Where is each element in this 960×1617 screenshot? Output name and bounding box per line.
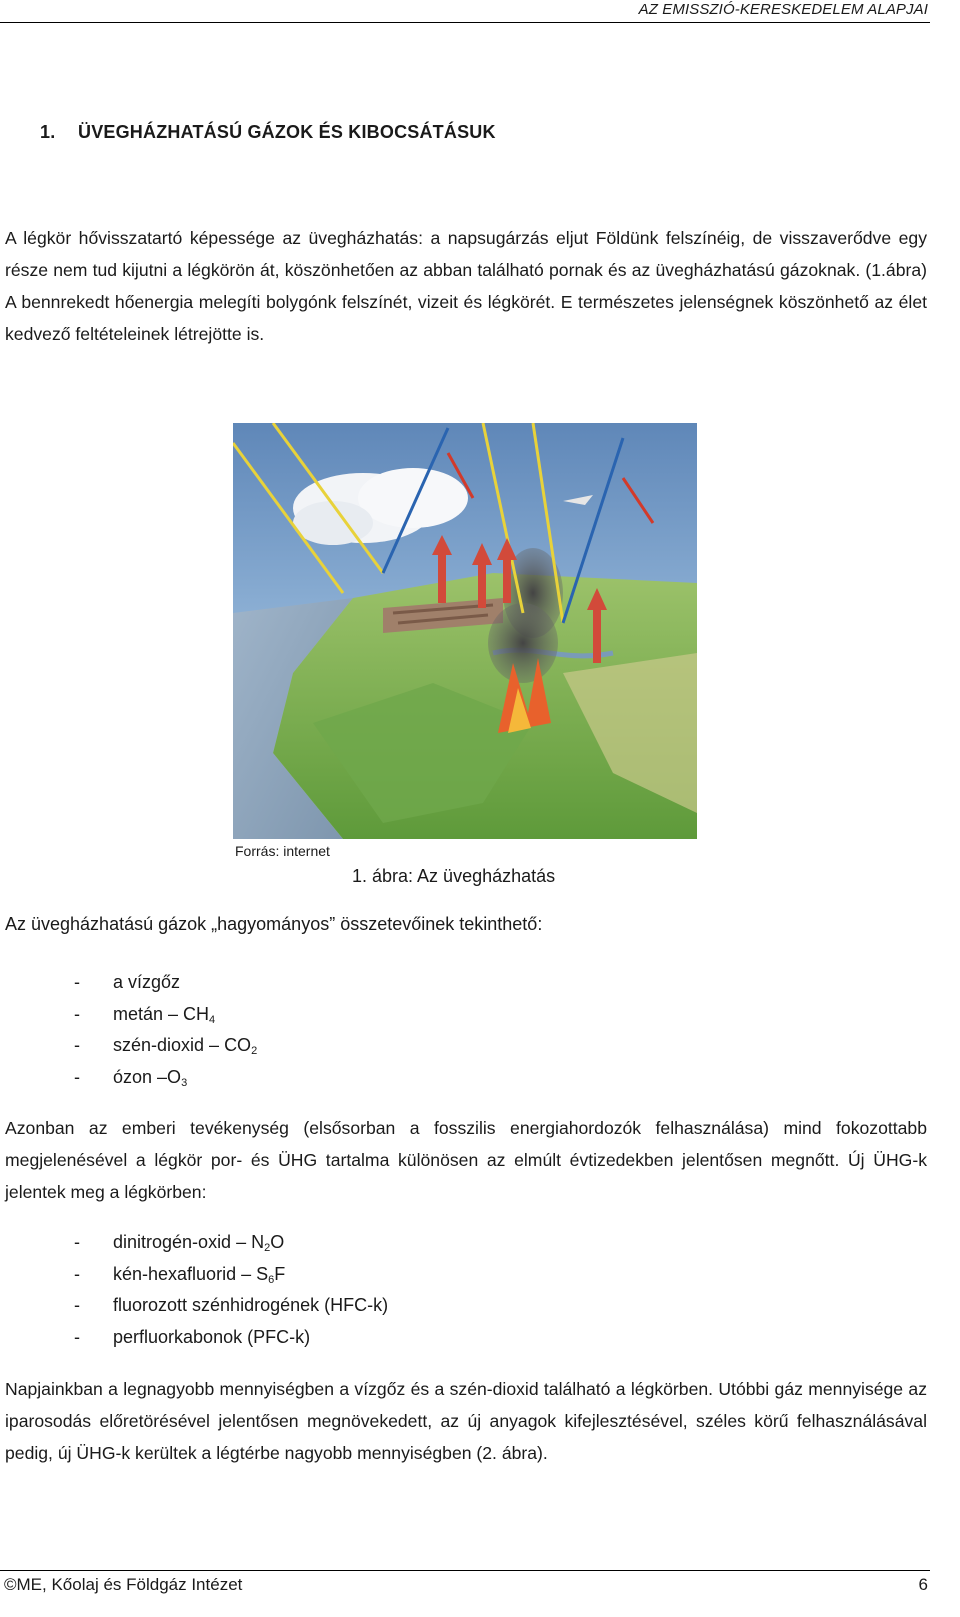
list-item: - metán – $CH_4$: [74, 1003, 216, 1026]
list-item: - a vízgőz: [74, 972, 181, 992]
list-item: - ózon $-O_3$: [74, 1066, 188, 1089]
traditional-gases-list: [74, 967, 257, 1093]
section-title: ÜVEGHÁZHATÁSÚ GÁZOK ÉS KIBOCSÁTÁSUK: [78, 122, 496, 142]
list-item: - perfluorkabonok (PFC-k): [74, 1326, 311, 1347]
list-item: - szén-dioxid – $CO_2$: [74, 1035, 258, 1057]
new-gases-list: [74, 1227, 388, 1353]
list-item: - dinitrogén-oxid – $N_2O$: [74, 1232, 285, 1254]
page-header: [0, 0, 930, 23]
section-heading: [40, 122, 496, 143]
list-item: - fluorozott szénhidrogének (HFC-k): [74, 1295, 389, 1315]
section-number: 1.: [40, 122, 56, 142]
page-number: 6: [918, 1575, 928, 1594]
figure-caption: 1. ábra: Az üvegházhatás: [352, 866, 556, 886]
traditional-gases-intro: Az üvegházhatású gázok „hagyományos” összetevőinek tekinthető:: [5, 914, 543, 934]
figure-source: Forrás: internet: [235, 843, 330, 859]
footer-divider: [0, 1570, 930, 1571]
new-gases-paragraph: Azonban az emberi tevékenység (elsősorban a fosszilis energiahordozók felhasználása) mind fokozottabb megjelenésével a légkör por- és ÜHG tartalma különösen az elmúlt évtizedekben jelentősen megnőtt. Új ÜHG-k jelentek meg a légkörben:: [5, 1118, 927, 1202]
running-title: AZ EMISSZIÓ-KERESKEDELEM ALAPJAI: [638, 1, 928, 18]
intro-paragraph: A légkör hővisszatartó képessége az üvegházhatás: a napsugárzás eljut Földünk felszínéig, de visszaverődve egy része nem tud kijutni a légkörön át, köszönhetően az abban található pornak és az üvegházhatású gázoknak. (1.ábra) A bennrekedt hőenergia melegíti bolygónk felszínét, vizeit és légkörét. E természetes jelenségnek köszönhető az élet kedvező feltételeinek létrejötte is.: [5, 228, 927, 344]
greenhouse-effect-illustration: [233, 423, 697, 839]
list-item: - kén-hexafluorid – $S_6F$: [74, 1263, 286, 1286]
footer-copyright: ©ME, Kőolaj és Földgáz Intézet: [4, 1575, 243, 1594]
closing-paragraph: Napjainkban a legnagyobb mennyiségben a vízgőz és a szén-dioxid található a légkörben. Utóbbi gáz mennyisége az iparosodás előretörésével jelentősen megnövekedett, az új anyagok kifejlesztésével, széles körű felhasználásával pedig, új ÜHG-k kerültek a légtérbe nagyobb mennyiségben (2. ábra).: [5, 1379, 927, 1463]
